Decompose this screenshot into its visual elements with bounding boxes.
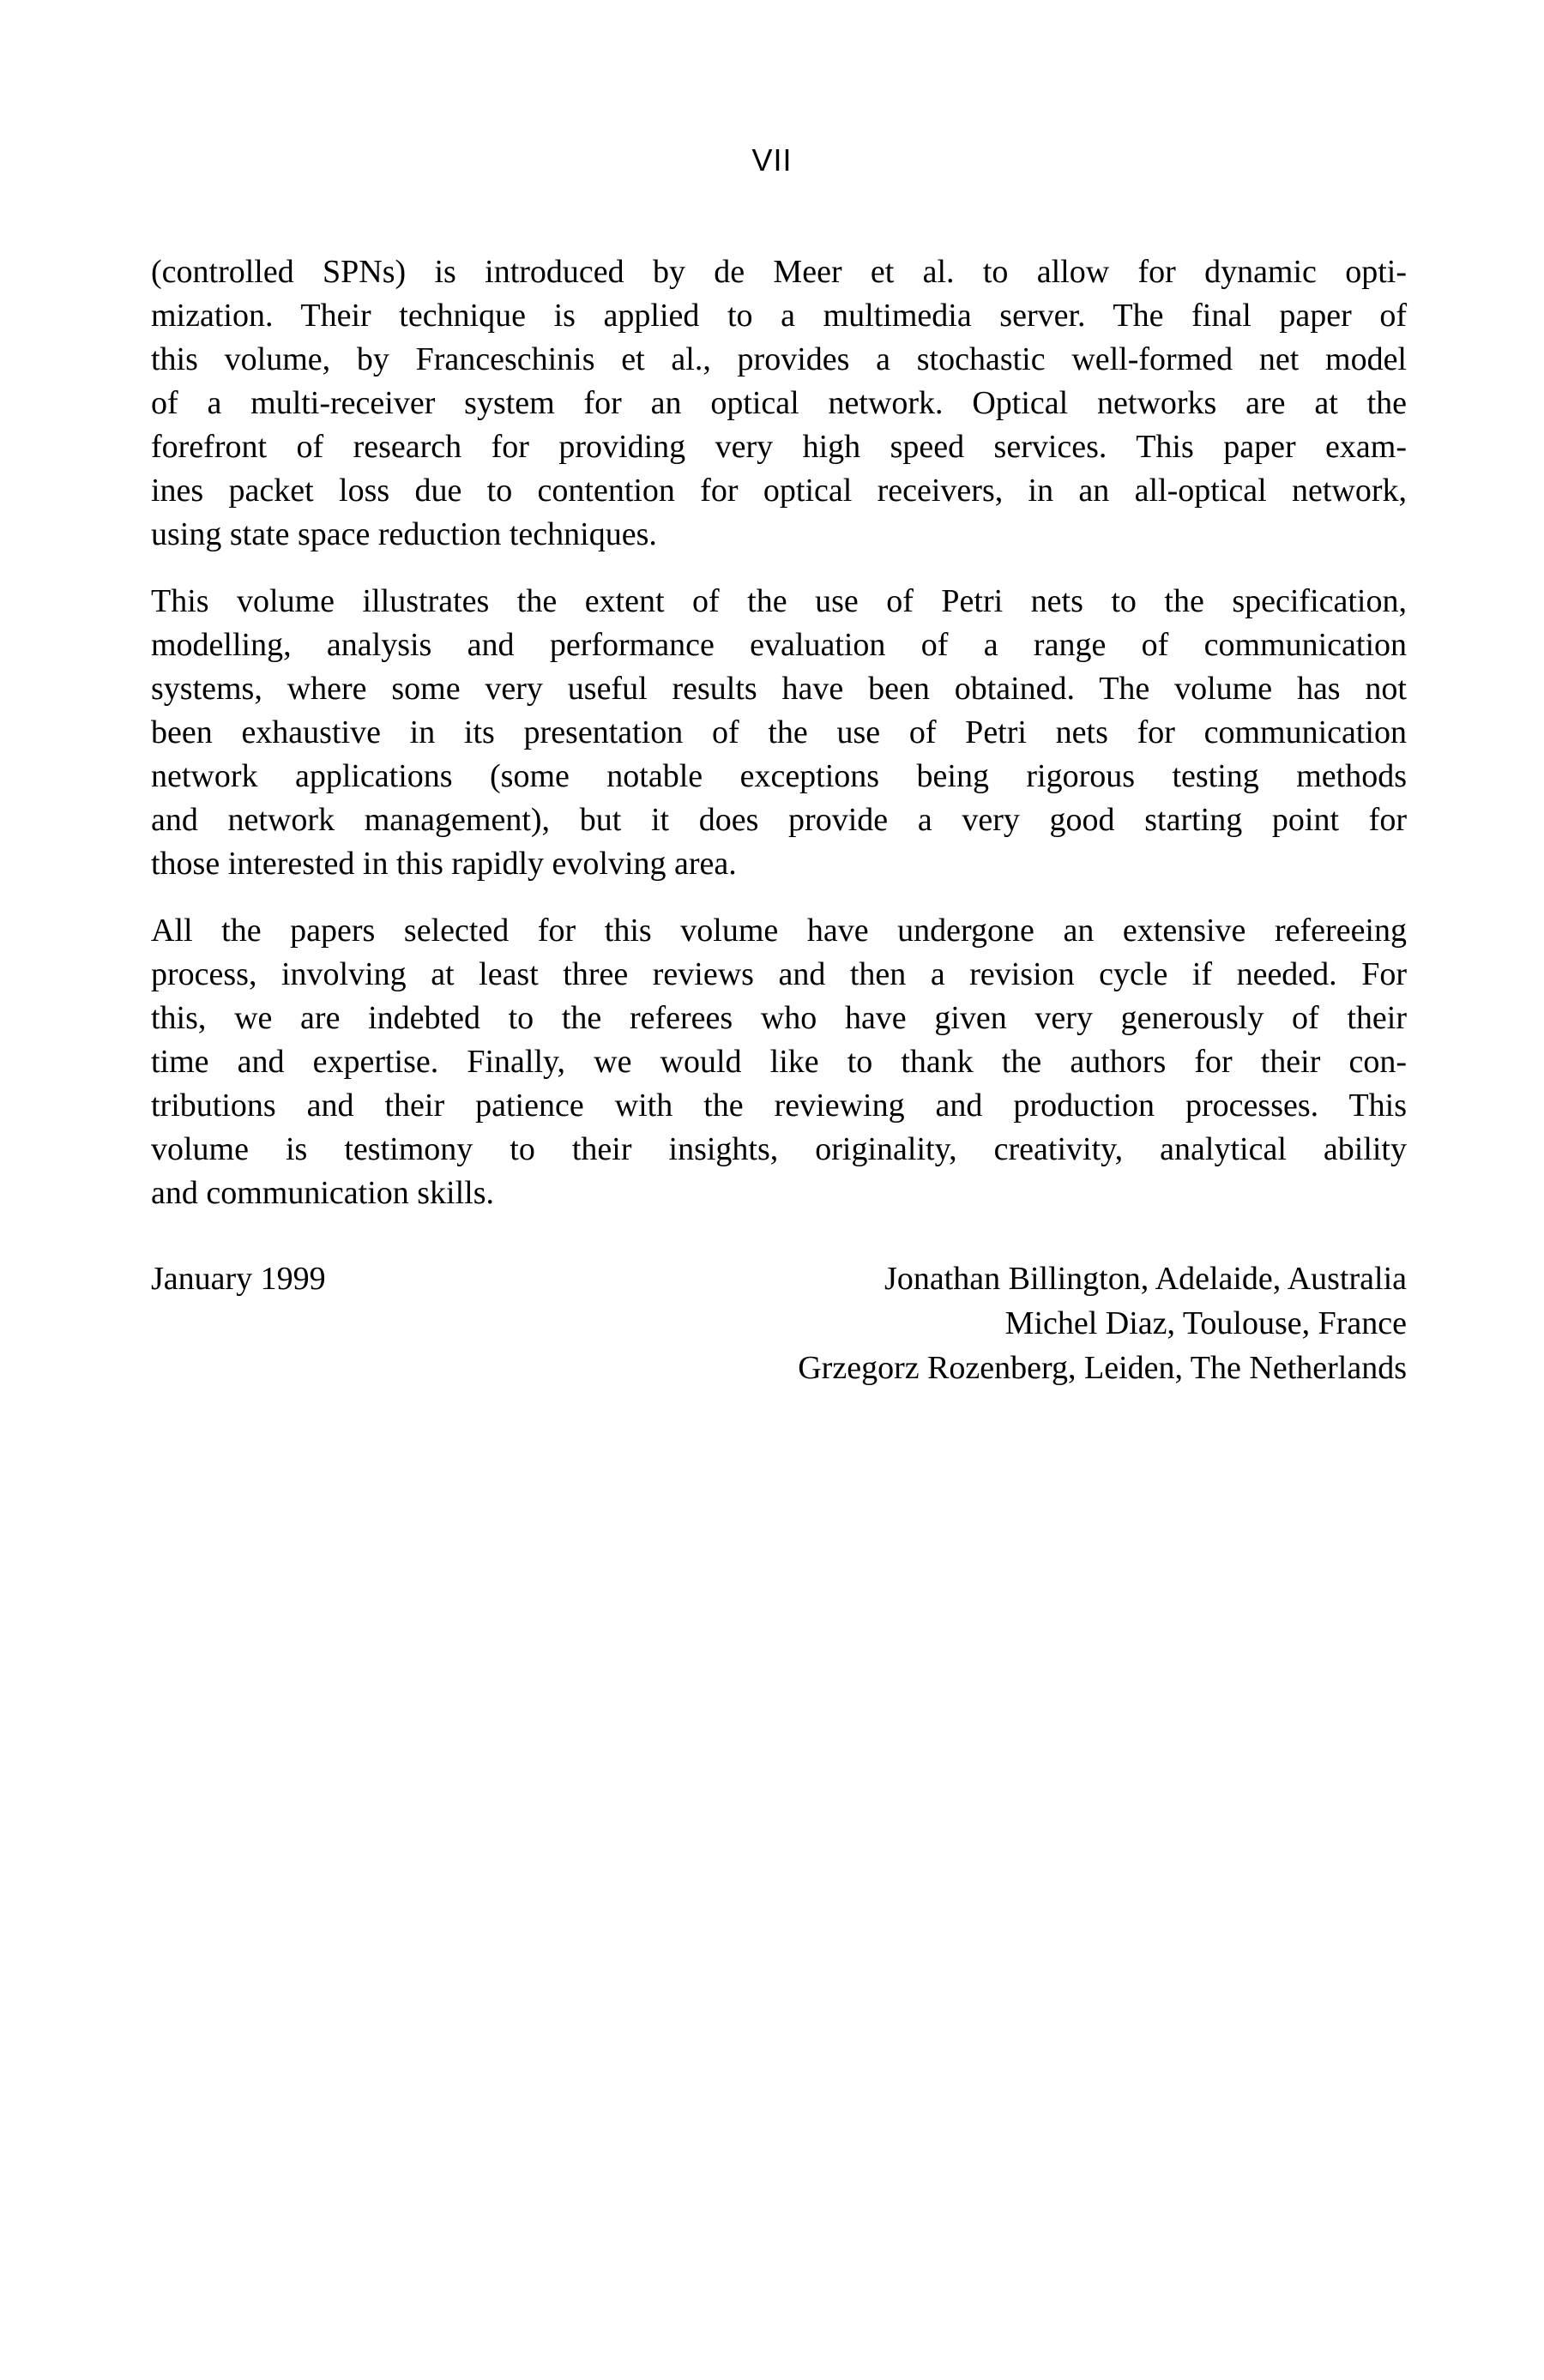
signature-line [151, 1346, 1407, 1390]
text-line: time and expertise. Finally, we would like to thank the authors for their con- [151, 1044, 1407, 1080]
text-line: process, involving at least three reviews and then a revision cycle if needed. For [151, 956, 1407, 992]
signature-block [151, 1256, 1407, 1390]
signature-date: January 1999 [151, 1261, 326, 1297]
signature-author: Grzegorz Rozenberg, Leiden, The Netherlands [798, 1350, 1407, 1386]
paragraph-2 [151, 580, 1407, 886]
signature-line [151, 1301, 1407, 1346]
body-text [151, 250, 1407, 1390]
page-number: VII [751, 142, 793, 178]
paragraph-1 [151, 250, 1407, 557]
text-line: systems, where some very useful results have been obtained. The volume has not [151, 671, 1407, 707]
text-line: All the papers selected for this volume have undergone an extensive refereeing [151, 913, 1407, 949]
text-line: This volume illustrates the extent of the use of Petri nets to the specification, [151, 583, 1407, 619]
text-line: ines packet loss due to contention for optical receivers, in an all-optical network, [151, 473, 1407, 509]
text-line: (controlled SPNs) is introduced by de Meer et al. to allow for dynamic opti- [151, 254, 1407, 290]
text-line: forefront of research for providing very high speed services. This paper exam- [151, 429, 1407, 465]
text-line: those interested in this rapidly evolving area. [151, 846, 737, 882]
text-line: network applications (some notable exceptions being rigorous testing methods [151, 758, 1407, 794]
signature-author: Michel Diaz, Toulouse, France [1004, 1305, 1407, 1341]
text-line: this, we are indebted to the referees who have given very generously of their [151, 1000, 1407, 1036]
text-line: of a multi-receiver system for an optical network. Optical networks are at the [151, 385, 1407, 421]
text-line: mization. Their technique is applied to a multimedia server. The final paper of [151, 298, 1407, 334]
text-line: and network management), but it does provide a very good starting point for [151, 802, 1407, 838]
text-line: tributions and their patience with the reviewing and production processes. This [151, 1088, 1407, 1124]
text-line: using state space reduction techniques. [151, 516, 657, 552]
text-line: this volume, by Franceschinis et al., provides a stochastic well-formed net model [151, 341, 1407, 377]
text-line: and communication skills. [151, 1175, 495, 1211]
signature-line [151, 1256, 1407, 1301]
text-line: modelling, analysis and performance evaluation of a range of communication [151, 627, 1407, 663]
text-line: volume is testimony to their insights, originality, creativity, analytical ability [151, 1131, 1407, 1167]
paragraph-3 [151, 909, 1407, 1215]
signature-author: Jonathan Billington, Adelaide, Australia [884, 1261, 1407, 1297]
text-line: been exhaustive in its presentation of the use of Petri nets for communication [151, 714, 1407, 750]
